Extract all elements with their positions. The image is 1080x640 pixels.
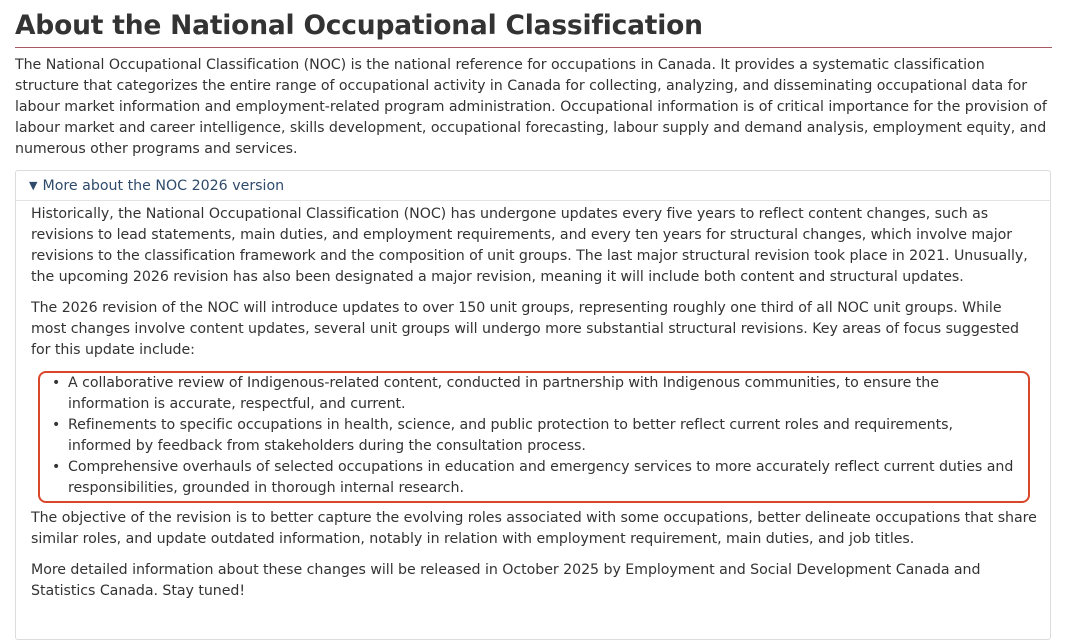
bullet-icon: •: [52, 417, 61, 433]
page-title: About the National Occupational Classification: [15, 0, 1052, 48]
history-paragraph: Historically, the National Occupational Classification (NOC) has undergone updates every five years to reflect content changes, such as revisions to lead statements, main duties, and employment requirements, and every ten years for structural changes, which involve major revisions to the classification framework and the composition of unit groups. The last major structural revision took place in 2021. Unusually, the upcoming 2026 revision has also been designated a major revision, meaning it will include both content and structural updates.: [31, 206, 1028, 285]
details-summary-label: More about the NOC 2026 version: [42, 177, 285, 194]
triangle-down-icon: ▼: [29, 179, 38, 192]
focus-item-text: Refinements to specific occupations in health, science, and public protection to better reflect current roles and requirements, informed by feedback from stakeholders during the consultation process.: [68, 417, 953, 454]
revision-paragraph: The 2026 revision of the NOC will introduce updates to over 150 unit groups, representing roughly one third of all NOC unit groups. While most changes involve content updates, several unit groups will undergo more substantial structural revisions. Key areas of focus suggested for this update include:: [31, 300, 1019, 358]
noc-2026-details: [15, 170, 1051, 640]
page-content: [15, 0, 1052, 160]
focus-item-text: Comprehensive overhauls of selected occupations in education and emergency services to more accurately reflect current duties and responsibilities, grounded in thorough internal research.: [68, 459, 1014, 496]
intro-paragraph: The National Occupational Classification (NOC) is the national reference for occupations in Canada. It provides a systematic classification structure that categorizes the entire range of occupational activity in Canada for collecting, analyzing, and disseminating occupational data for labour market information and employment-related program administration. Occupational information is of critical importance for the provision of labour market and career intelligence, skills development, occupational forecasting, labour supply and demand analysis, employment equity, and numerous other programs and services.: [15, 57, 1047, 157]
objective-paragraph: The objective of the revision is to better capture the evolving roles associated with some occupations, better delineate occupations that share similar roles, and update outdated information, notably in relation with employment requirement, main duties, and job titles.: [31, 510, 1037, 547]
focus-item-text: A collaborative review of Indigenous-related content, conducted in partnership with Indigenous communities, to ensure the information is accurate, respectful, and current.: [68, 375, 939, 412]
list-item: [52, 373, 1018, 415]
release-paragraph: More detailed information about these changes will be released in October 2025 by Employment and Social Development Canada and Statistics Canada. Stay tuned!: [31, 562, 981, 599]
bullet-icon: •: [52, 459, 61, 475]
bullet-icon: •: [52, 375, 61, 391]
details-content: [16, 201, 1050, 602]
focus-areas-highlight: [38, 371, 1030, 503]
list-item: [52, 457, 1018, 499]
focus-areas-list: [40, 373, 1018, 499]
list-item: [52, 415, 1018, 457]
details-summary-toggle[interactable]: [16, 171, 1050, 201]
